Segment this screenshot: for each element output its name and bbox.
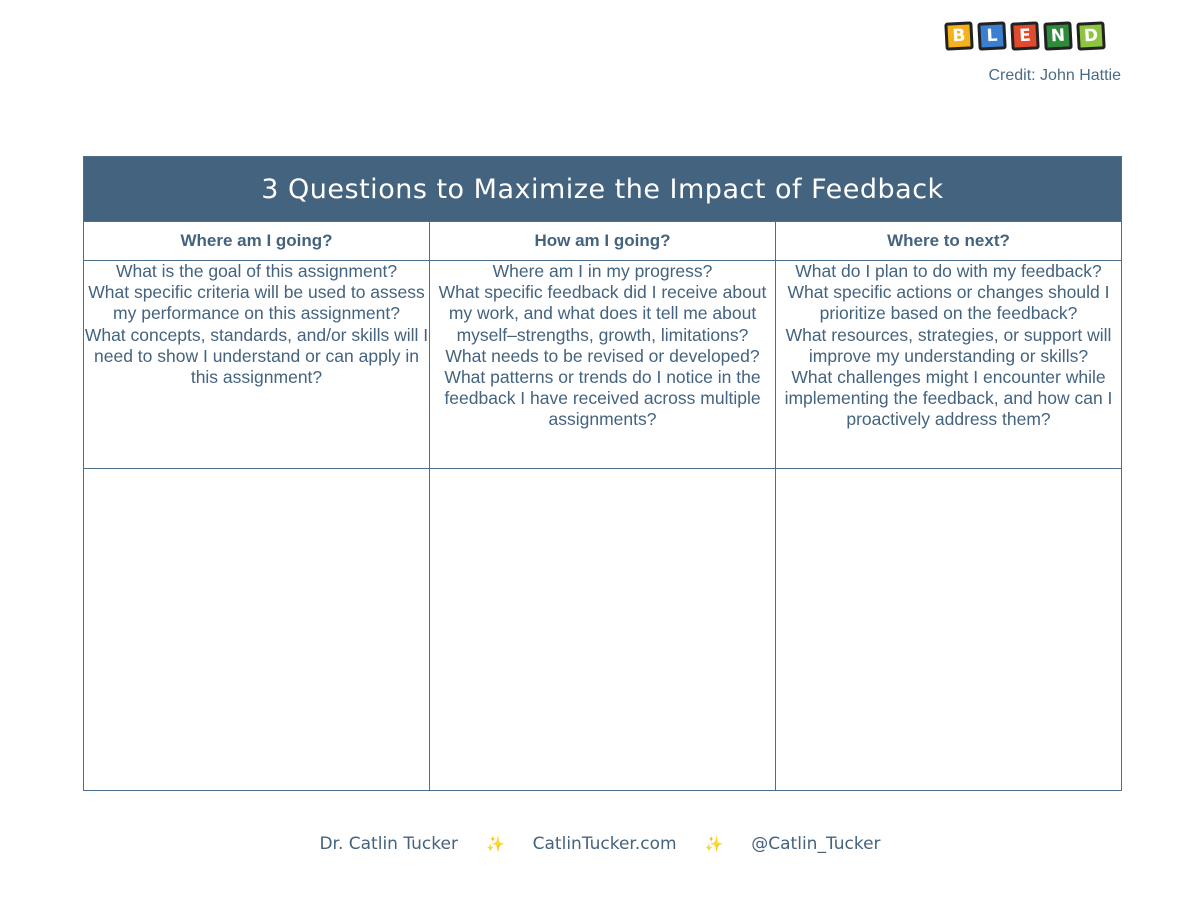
answer-cell-how-going[interactable] <box>430 469 776 791</box>
footer-website[interactable]: CatlinTucker.com <box>532 834 677 854</box>
sparkle-icon: ✨ <box>704 835 724 853</box>
credit-text: Credit: John Hattie <box>988 67 1121 84</box>
prompt-line: What specific actions or changes should I prioritize based on the feedback? <box>787 282 1110 324</box>
answer-cell-where-going[interactable] <box>84 469 430 791</box>
prompt-line: What specific feedback did I receive about my work, and what does it tell me about myself–strengths, growth, limitations? <box>438 282 767 345</box>
prompt-line: What specific criteria will be used to assess my performance on this assignment? <box>88 282 425 324</box>
footer-author: Dr. Catlin Tucker <box>319 834 458 854</box>
prompts-cell-how-going <box>430 261 776 469</box>
blend-logo <box>945 22 1105 50</box>
logo-tile-b: B <box>944 21 973 50</box>
column-header-where-next: Where to next? <box>776 222 1122 261</box>
feedback-questions-table <box>83 156 1122 791</box>
prompt-line: What is the goal of this assignment? <box>115 261 398 281</box>
prompt-line: What patterns or trends do I notice in the feedback I have received across multiple assignments? <box>444 367 761 430</box>
logo-tile-l: L <box>977 21 1006 50</box>
prompt-line: What concepts, standards, and/or skills will I need to show I understand or can apply in this assignment? <box>84 324 429 388</box>
footer-handle[interactable]: @Catlin_Tucker <box>751 834 881 854</box>
logo-tile-e: E <box>1010 21 1039 50</box>
prompt-line: What resources, strategies, or support will improve my understanding or skills? <box>785 324 1112 366</box>
column-header-how-going: How am I going? <box>430 222 776 261</box>
table-title: 3 Questions to Maximize the Impact of Feedback <box>84 157 1122 222</box>
prompt-line: What challenges might I encounter while implementing the feedback, and how can I proactively address them? <box>784 367 1113 430</box>
prompts-cell-where-going <box>84 261 430 469</box>
logo-tile-n: N <box>1043 21 1072 50</box>
prompt-line: What needs to be revised or developed? <box>445 345 760 366</box>
sparkle-icon: ✨ <box>485 835 505 853</box>
footer <box>0 834 1200 854</box>
prompts-cell-where-next <box>776 261 1122 469</box>
prompt-line: What do I plan to do with my feedback? <box>795 261 1102 281</box>
logo-tile-d: D <box>1076 21 1105 50</box>
answer-cell-where-next[interactable] <box>776 469 1122 791</box>
prompt-line: Where am I in my progress? <box>492 261 713 281</box>
column-header-where-going: Where am I going? <box>84 222 430 261</box>
